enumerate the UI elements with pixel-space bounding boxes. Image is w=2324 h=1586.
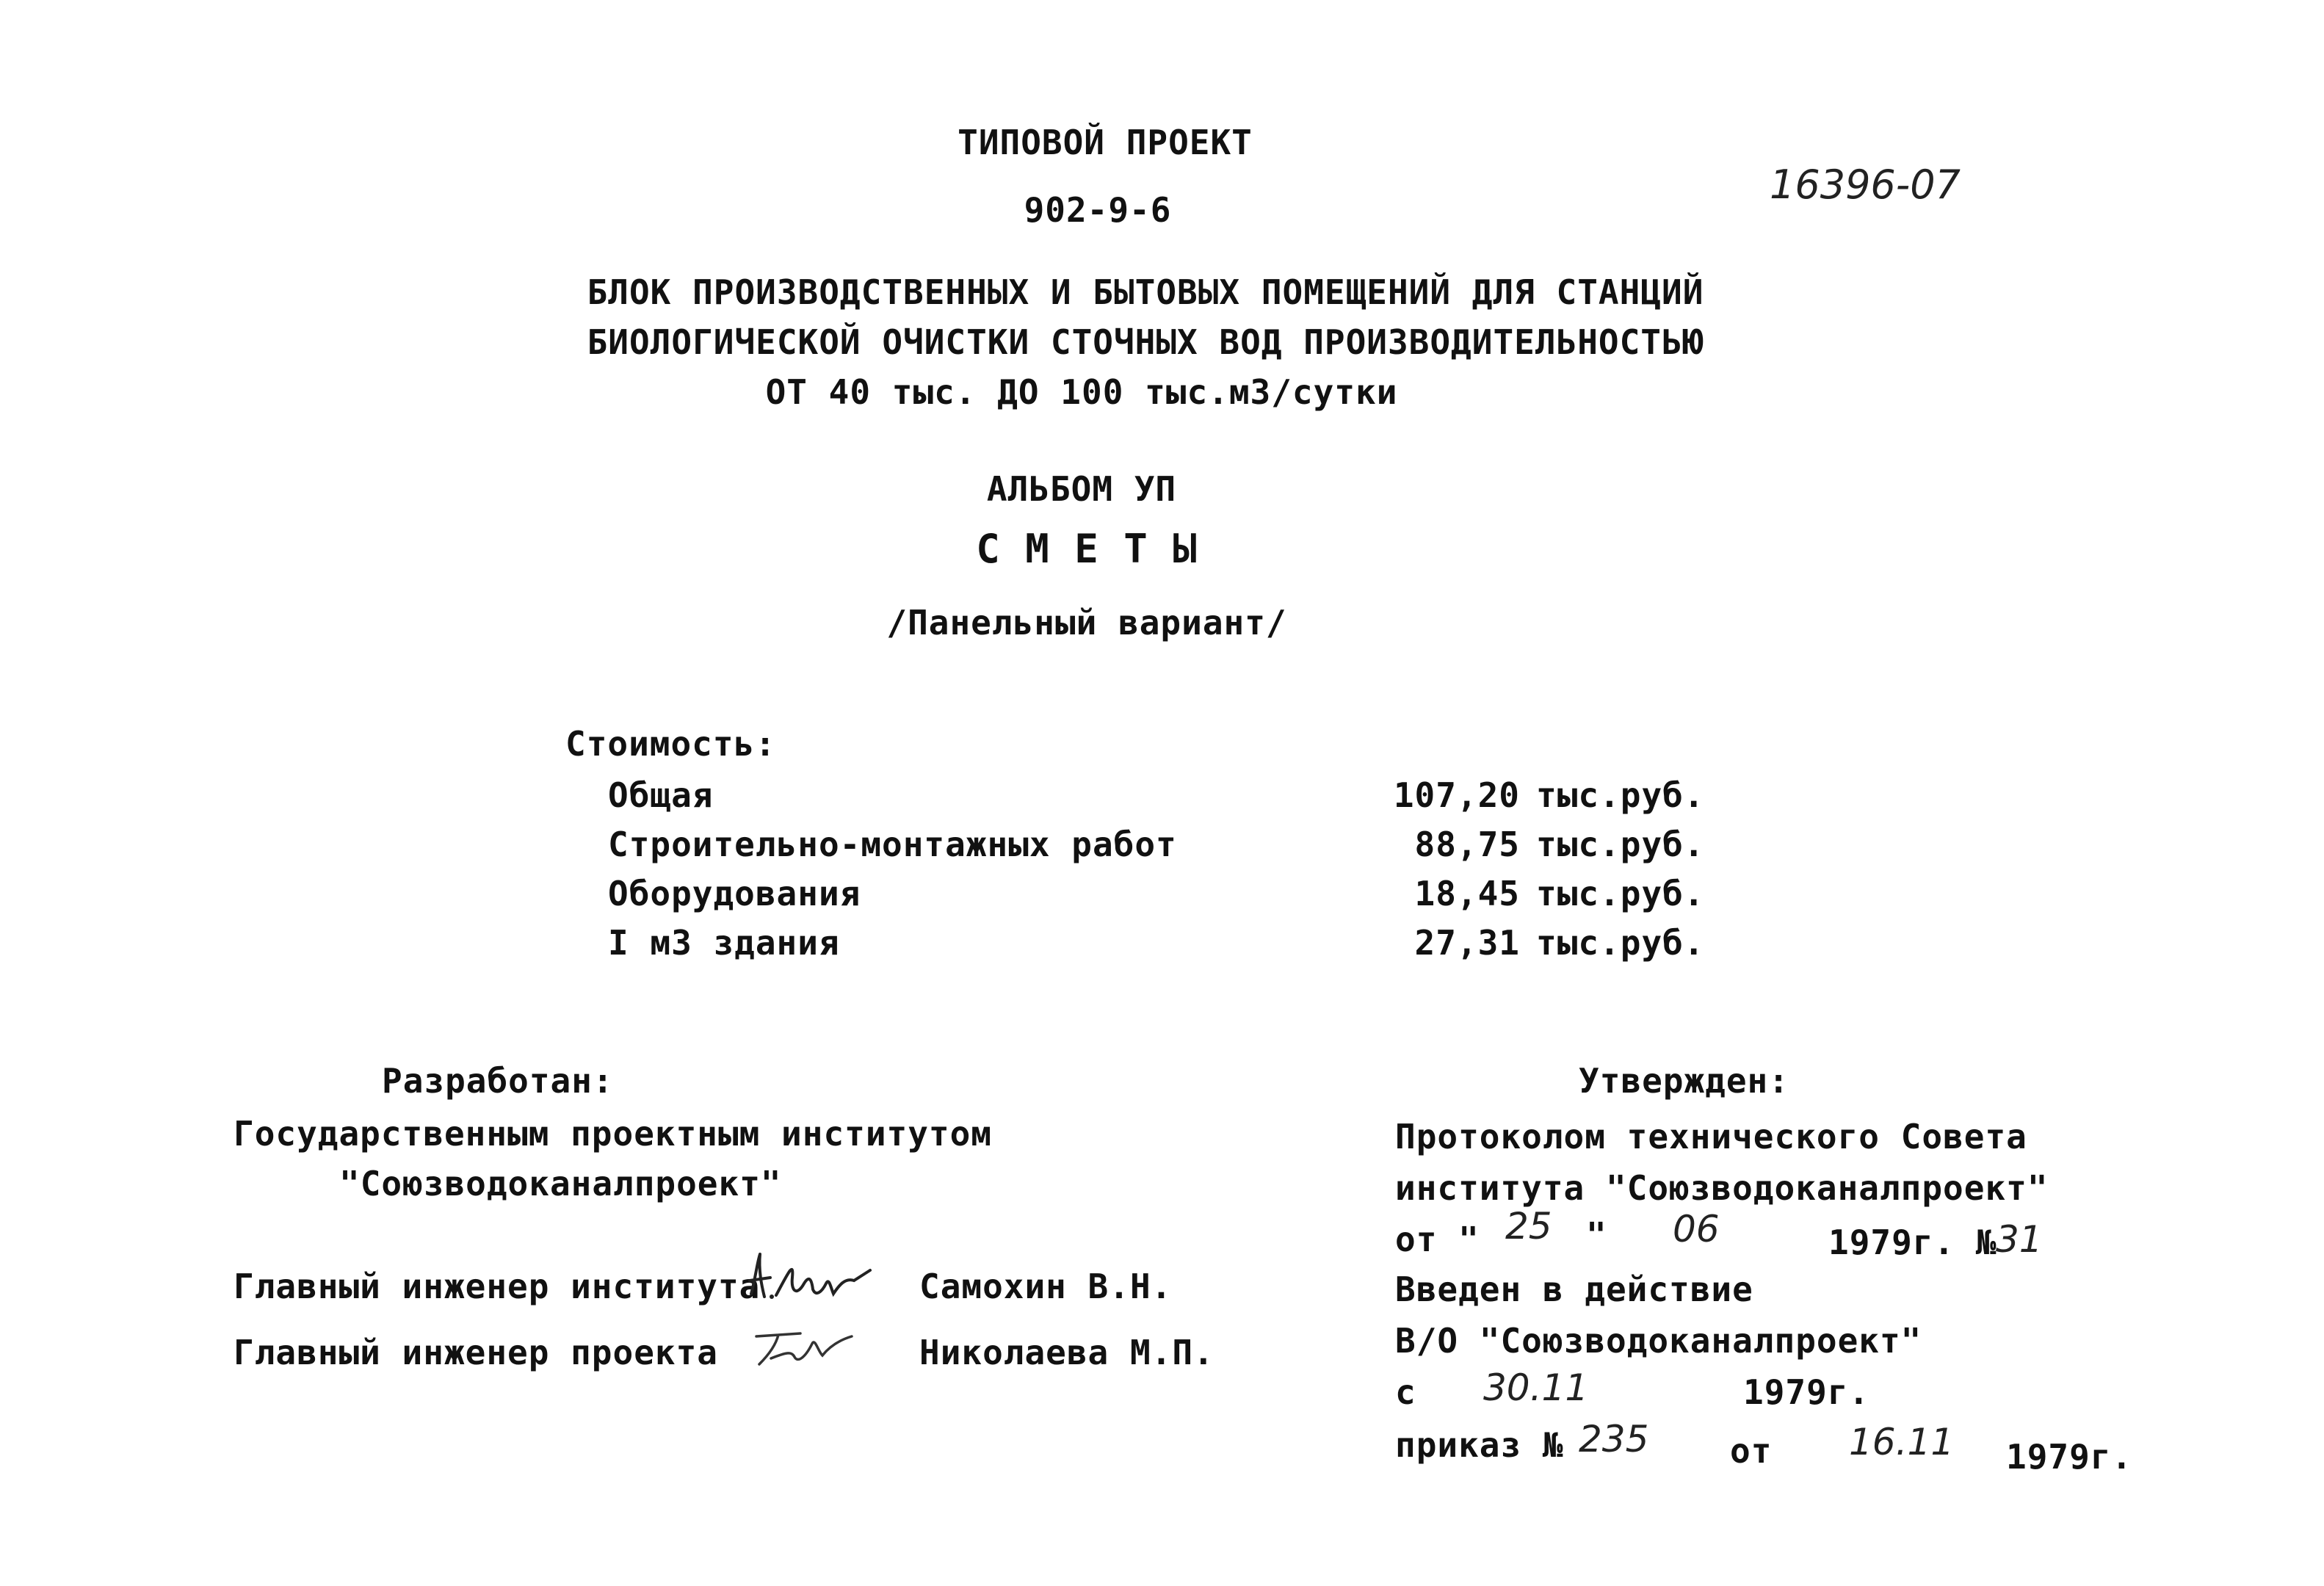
approved-date-quote: " xyxy=(1586,1215,1607,1255)
developed-line-1: Государственным проектным институтом xyxy=(234,1114,992,1154)
signature-chief-project xyxy=(749,1322,859,1373)
enacted-from-prefix: с xyxy=(1395,1372,1416,1412)
approved-date-month: 06 xyxy=(1673,1208,1720,1250)
title-line-1: БЛОК ПРОИЗВОДСТВЕННЫХ И БЫТОВЫХ ПОМЕЩЕНИЙ ДЛЯ СТАНЦИЙ xyxy=(587,272,1704,312)
order-from: от xyxy=(1730,1431,1773,1471)
approved-line-2: института "Союзводоканалпроект" xyxy=(1395,1168,2049,1208)
cost-row-unit: тыс.руб. xyxy=(1536,874,1705,913)
document-type: ТИПОВОЙ ПРОЕКТ xyxy=(958,123,1253,162)
chief-institute-name: Самохин В.Н. xyxy=(919,1267,1173,1306)
enacted-by: В/О "Союзводоканалпроект" xyxy=(1395,1321,1922,1361)
cost-row-value: 107,20 xyxy=(1393,775,1520,815)
approved-date-year: 1979г. № xyxy=(1828,1223,1997,1262)
cost-row-value: 18,45 xyxy=(1414,874,1520,913)
signature-chief-institute xyxy=(745,1248,881,1307)
chief-project-label: Главный инженер проекта xyxy=(234,1333,718,1372)
order-label: приказ № xyxy=(1395,1425,1564,1465)
approved-date-day: 25 xyxy=(1505,1205,1552,1248)
approved-date-prefix: от " xyxy=(1395,1220,1480,1259)
cost-row-unit: тыс.руб. xyxy=(1536,825,1705,864)
cost-row-label: Общая xyxy=(608,775,714,815)
order-year: 1979г. xyxy=(2006,1437,2133,1477)
cost-row-label: Оборудования xyxy=(608,874,861,913)
cost-row-label: I м3 здания xyxy=(608,923,840,963)
approved-heading: Утвержден: xyxy=(1579,1061,1789,1101)
cost-row-value: 88,75 xyxy=(1414,825,1520,864)
project-code: 902-9-6 xyxy=(1024,190,1172,230)
inventory-number: 16396-07 xyxy=(1770,162,1961,208)
enacted-label: Введен в действие xyxy=(1395,1270,1753,1309)
developed-line-2: "Союзводоканалпроект" xyxy=(339,1164,782,1203)
order-date: 16.11 xyxy=(1849,1421,1955,1463)
chief-project-name: Николаева М.П. xyxy=(919,1333,1215,1372)
cost-heading: Стоимость: xyxy=(565,724,776,764)
title-line-2: БИОЛОГИЧЕСКОЙ ОЧИСТКИ СТОЧНЫХ ВОД ПРОИЗВОДИТЕЛЬНОСТЬЮ xyxy=(587,322,1704,362)
approved-line-1: Протоколом технического Совета xyxy=(1395,1117,2027,1156)
cost-row-unit: тыс.руб. xyxy=(1536,923,1705,963)
album-variant: /Панельный вариант/ xyxy=(886,603,1287,642)
title-line-3: ОТ 40 тыс. ДО 100 тыс.м3/сутки xyxy=(765,372,1398,412)
album-name: С М Е Т Ы xyxy=(976,526,1198,572)
developed-heading: Разработан: xyxy=(382,1061,614,1101)
album-label: АЛЬБОМ УП xyxy=(986,469,1177,509)
cost-row-label: Строительно-монтажных работ xyxy=(608,825,1177,864)
enacted-from-date: 30.11 xyxy=(1483,1366,1589,1409)
cost-row-value: 27,31 xyxy=(1414,923,1520,963)
protocol-number: 31 xyxy=(1996,1218,2043,1261)
chief-institute-label: Главный инженер института xyxy=(234,1267,761,1306)
enacted-from-year: 1979г. xyxy=(1743,1372,1870,1412)
cost-row-unit: тыс.руб. xyxy=(1536,775,1705,815)
order-number: 235 xyxy=(1579,1418,1649,1460)
